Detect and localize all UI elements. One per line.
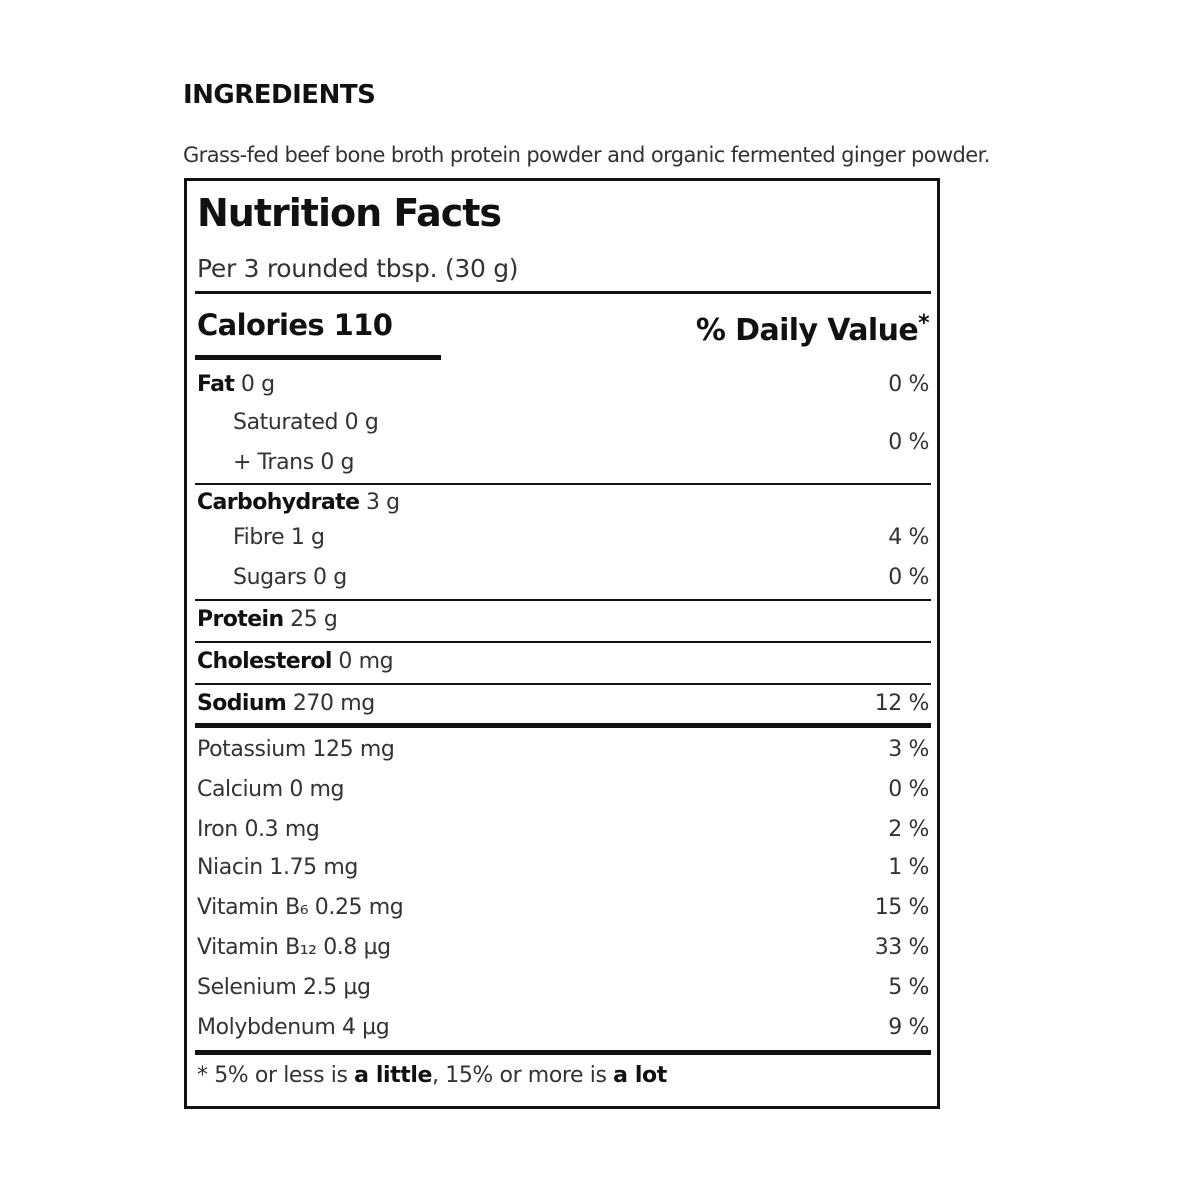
divider [195, 683, 931, 685]
serving-size: Per 3 rounded tbsp. (30 g) [197, 254, 519, 283]
daily-value-header: % Daily Value* [695, 311, 929, 348]
divider [195, 641, 931, 643]
ingredients-text: Grass-fed beef bone broth protein powder and organic fermented ginger powder. [183, 143, 990, 167]
divider [195, 483, 931, 485]
calories: Calories 110 [197, 308, 393, 342]
nutrition-facts-title: Nutrition Facts [197, 191, 502, 235]
footnote: * 5% or less is a little, 15% or more is a lot [197, 1063, 667, 1088]
divider-calories [195, 355, 441, 360]
divider [195, 599, 931, 601]
divider-thick [195, 1050, 931, 1055]
nutrition-facts-panel: Nutrition Facts Per 3 rounded tbsp. (30 g) Calories 110 % Daily Value* Fat 0 g 0 % Saturated 0 g 0 % + Trans 0 g Carbohydrate 3 g Fibre 1 g 4 % Sugars 0 g 0 % Protein 25 g Cholesterol 0 mg Sodium 270 mg 12 % Potassium 125 mg 3 % Calcium 0 mg 0 % Iron 0.3 mg 2 % Niacin 1.75 mg 1 % Vitamin B₆ 0.25 mg 15 % Vitamin B₁₂ 0.8 µg 33 % Selenium 2.5 µg 5 % Molybdenum 4 µg 9 % * 5% or less is a little, 15% or more is a lot [184, 178, 940, 1109]
divider-thick [195, 723, 931, 728]
ingredients-heading: INGREDIENTS [183, 80, 376, 110]
divider-serving [195, 291, 931, 294]
